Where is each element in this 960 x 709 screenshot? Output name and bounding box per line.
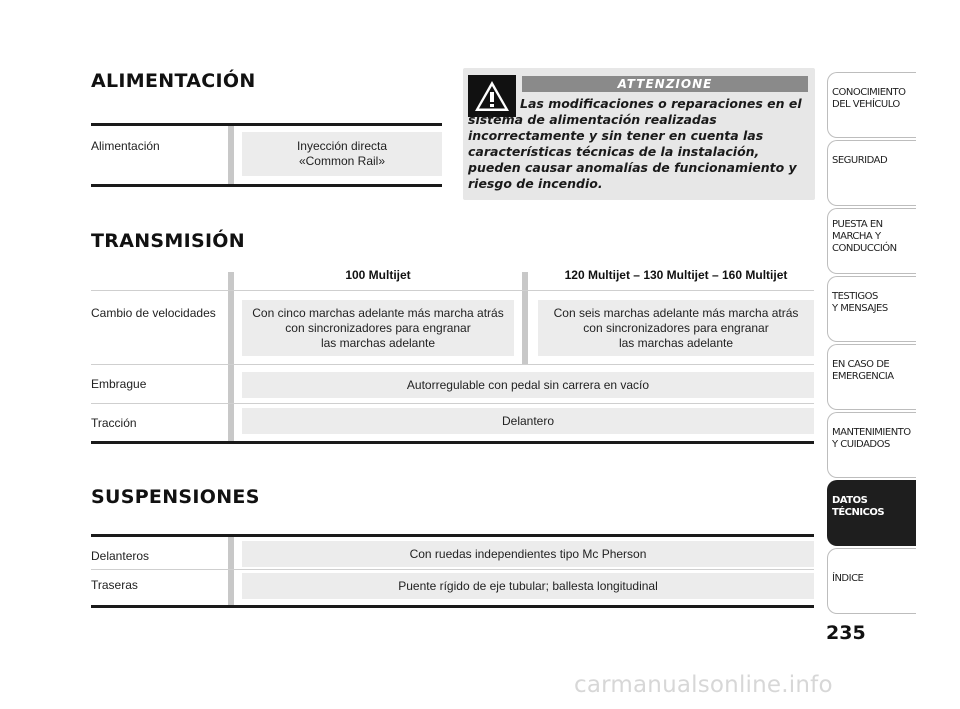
row-label-traseras: Traseras [91,578,138,592]
cell-cambio-100: Con cinco marchas adelante más marcha atrás con sincronizadores para engranar las marchas adelante [242,300,514,356]
nav-tab-emergencia[interactable]: EN CASO DE EMERGENCIA [827,344,916,410]
column-divider [228,537,234,606]
table-top-rule [91,123,442,126]
row-label-traccion: Tracción [91,416,137,430]
row-rule [91,364,814,365]
nav-tab-conocimiento[interactable]: CONOCIMIENTO DEL VEHÍCULO [827,72,916,138]
nav-tab-testigos[interactable]: TESTIGOS Y MENSAJES [827,276,916,342]
cell-cambio-120-160: Con seis marchas adelante más marcha atrás con sincronizadores para engranar las marchas adelante [538,300,814,356]
nav-tab-seguridad[interactable]: SEGURIDAD [827,140,916,206]
nav-tab-mantenimiento[interactable]: MANTENIMIENTO Y CUIDADOS [827,412,916,478]
warning-tag: ATTENZIONE [522,76,808,92]
table-bottom-rule [91,605,814,608]
row-label-alimentacion: Alimentación [91,139,160,153]
header-rule [91,290,814,291]
row-label-delanteros: Delanteros [91,549,150,563]
nav-tab-datos-tecnicos[interactable]: DATOS TÉCNICOS [827,480,916,546]
column-divider [522,272,528,364]
section-title-alimentacion: ALIMENTACIÓN [91,70,256,92]
nav-tab-indice[interactable]: ÍNDICE [827,548,916,614]
row-rule [91,403,814,404]
nav-tab-puesta-en-marcha[interactable]: PUESTA EN MARCHA Y CONDUCCIÓN [827,208,916,274]
column-divider [228,126,234,185]
section-title-suspensiones: SUSPENSIONES [91,486,260,508]
row-label-embrague: Embrague [91,377,147,391]
watermark: carmanualsonline.info [574,672,833,698]
cell-delanteros: Con ruedas independientes tipo Mc Pherson [242,541,814,567]
cell-traccion: Delantero [242,408,814,434]
column-header-120-160-multijet: 120 Multijet – 130 Multijet – 160 Multijet [564,268,788,282]
warning-text: Las modificaciones o reparaciones en el sistema de alimentación realizadas incorrectamente y sin tener en cuenta las características técnicas de la instalación, pueden causar anomalías de funcionamiento y riesgo de incendio. [468,96,802,191]
table-bottom-rule [91,184,442,187]
row-value-alimentacion: Inyección directa «Common Rail» [242,132,442,176]
table-bottom-rule [91,441,814,444]
row-rule [91,569,814,570]
row-label-cambio: Cambio de velocidades [91,306,216,320]
column-header-100-multijet: 100 Multijet [345,268,411,282]
page-number: 235 [826,622,866,644]
cell-traseras: Puente rígido de eje tubular; ballesta longitudinal [242,573,814,599]
table-top-rule [91,534,814,537]
column-divider [228,272,234,442]
cell-embrague: Autorregulable con pedal sin carrera en vacío [242,372,814,398]
section-title-transmision: TRANSMISIÓN [91,230,245,252]
